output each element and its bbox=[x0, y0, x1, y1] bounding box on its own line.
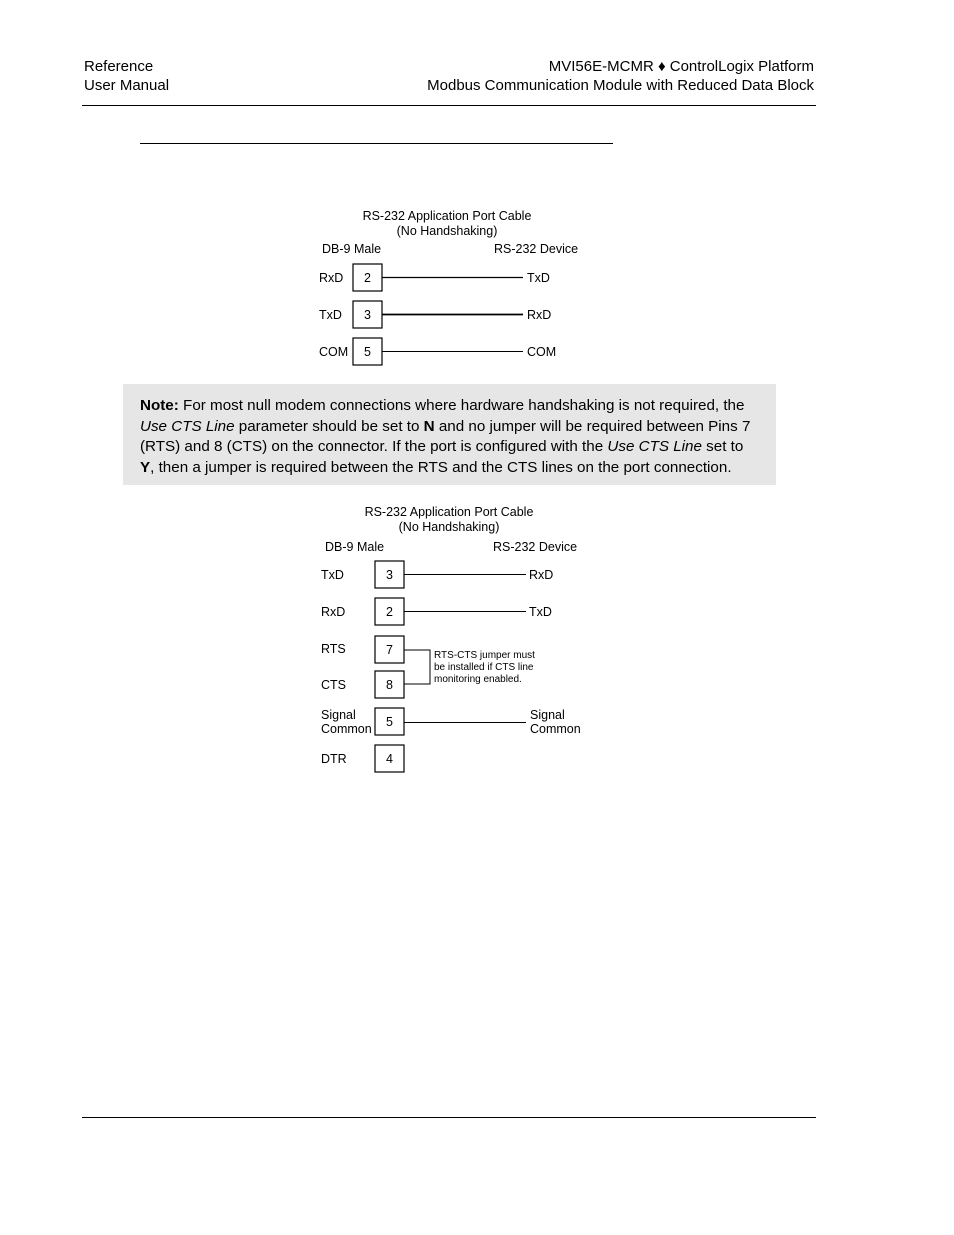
pin-label-left: Signal bbox=[321, 708, 356, 722]
note-box bbox=[123, 384, 776, 485]
pin-number: 4 bbox=[386, 752, 393, 766]
diagram2-row bbox=[321, 671, 404, 698]
pin-label-left: COM bbox=[319, 345, 349, 359]
note-param-2: Use CTS Line bbox=[607, 438, 702, 455]
note-value-n: N bbox=[423, 417, 435, 435]
pin-number: 2 bbox=[364, 271, 371, 285]
note-label: Note: bbox=[140, 397, 179, 414]
diagram2-left-header: DB-9 Male bbox=[325, 540, 385, 554]
pin-label-left: RTS bbox=[321, 642, 346, 656]
diagram2-right-header: RS-232 Device bbox=[493, 540, 578, 554]
jumper-bracket bbox=[404, 650, 430, 684]
diagram2-row bbox=[321, 598, 552, 625]
footer-rule bbox=[82, 1117, 816, 1118]
cable-diagram-2 bbox=[0, 490, 954, 790]
diagram1-row bbox=[319, 301, 551, 328]
pin-label-left: RxD bbox=[321, 605, 346, 619]
pin-label-left: TxD bbox=[319, 308, 342, 322]
note-text-3: and no jumper will be required between Pins 7 (RTS) and 8 (CTS) on the connector. If the port is configured with the bbox=[140, 417, 751, 455]
pin-label-right: TxD bbox=[527, 271, 550, 285]
diagram1-left-header: DB-9 Male bbox=[322, 242, 382, 256]
diagram2-row bbox=[321, 708, 581, 736]
pin-label-right: RxD bbox=[529, 568, 554, 582]
header-section: Reference bbox=[84, 58, 154, 75]
note-value-y: Y bbox=[140, 458, 151, 476]
pin-label-right: Common bbox=[530, 722, 581, 736]
header-doc-type: User Manual bbox=[84, 77, 170, 94]
pin-number: 5 bbox=[386, 715, 393, 729]
pin-label-right: TxD bbox=[529, 605, 552, 619]
header-subtitle: Modbus Communication Module with Reduced Data Block bbox=[427, 77, 814, 94]
diagram1-row bbox=[319, 264, 550, 291]
note-text-2: parameter should be set to bbox=[234, 417, 424, 435]
pin-label-right: COM bbox=[527, 345, 557, 359]
diagram1-subtitle: (No Handshaking) bbox=[396, 224, 498, 238]
diagram2-row bbox=[321, 561, 553, 588]
pin-number: 3 bbox=[386, 568, 393, 582]
pin-label-right: Signal bbox=[530, 708, 565, 722]
pin-label-left: CTS bbox=[321, 678, 346, 692]
diagram1-row bbox=[319, 338, 556, 365]
note-text-5: , then a jumper is required between the RTS and the CTS lines on the port connection. bbox=[150, 458, 732, 476]
pin-label-left: RxD bbox=[319, 271, 344, 285]
diagram1-title: RS-232 Application Port Cable bbox=[362, 209, 532, 223]
pin-number: 5 bbox=[364, 345, 371, 359]
diagram2-title: RS-232 Application Port Cable bbox=[364, 505, 534, 519]
diagram2-subtitle: (No Handshaking) bbox=[398, 520, 500, 534]
note-text-4: set to bbox=[701, 438, 744, 455]
pin-number: 3 bbox=[364, 308, 371, 322]
header-product: MVI56E-MCMR ♦ ControlLogix Platform bbox=[548, 58, 814, 75]
note-text-1: For most null modem connections where hardware handshaking is not required, the bbox=[183, 397, 745, 414]
pin-label-left: DTR bbox=[321, 752, 347, 766]
pin-label-right: RxD bbox=[527, 308, 552, 322]
pin-number: 8 bbox=[386, 678, 393, 692]
diagram2-row bbox=[321, 636, 404, 663]
cable-diagram-1 bbox=[0, 0, 954, 380]
pin-label-left: Common bbox=[321, 722, 372, 736]
pin-number: 2 bbox=[386, 605, 393, 619]
note-param-1: Use CTS Line bbox=[140, 417, 235, 435]
diagram2-row bbox=[321, 745, 404, 772]
jumper-note-line3: monitoring enabled. bbox=[434, 674, 522, 685]
diagram1-right-header: RS-232 Device bbox=[494, 242, 579, 256]
jumper-note-line1: RTS-CTS jumper must bbox=[434, 650, 535, 661]
pin-number: 7 bbox=[386, 643, 393, 657]
pin-label-left: TxD bbox=[321, 568, 344, 582]
jumper-note-line2: be installed if CTS line bbox=[434, 662, 534, 673]
